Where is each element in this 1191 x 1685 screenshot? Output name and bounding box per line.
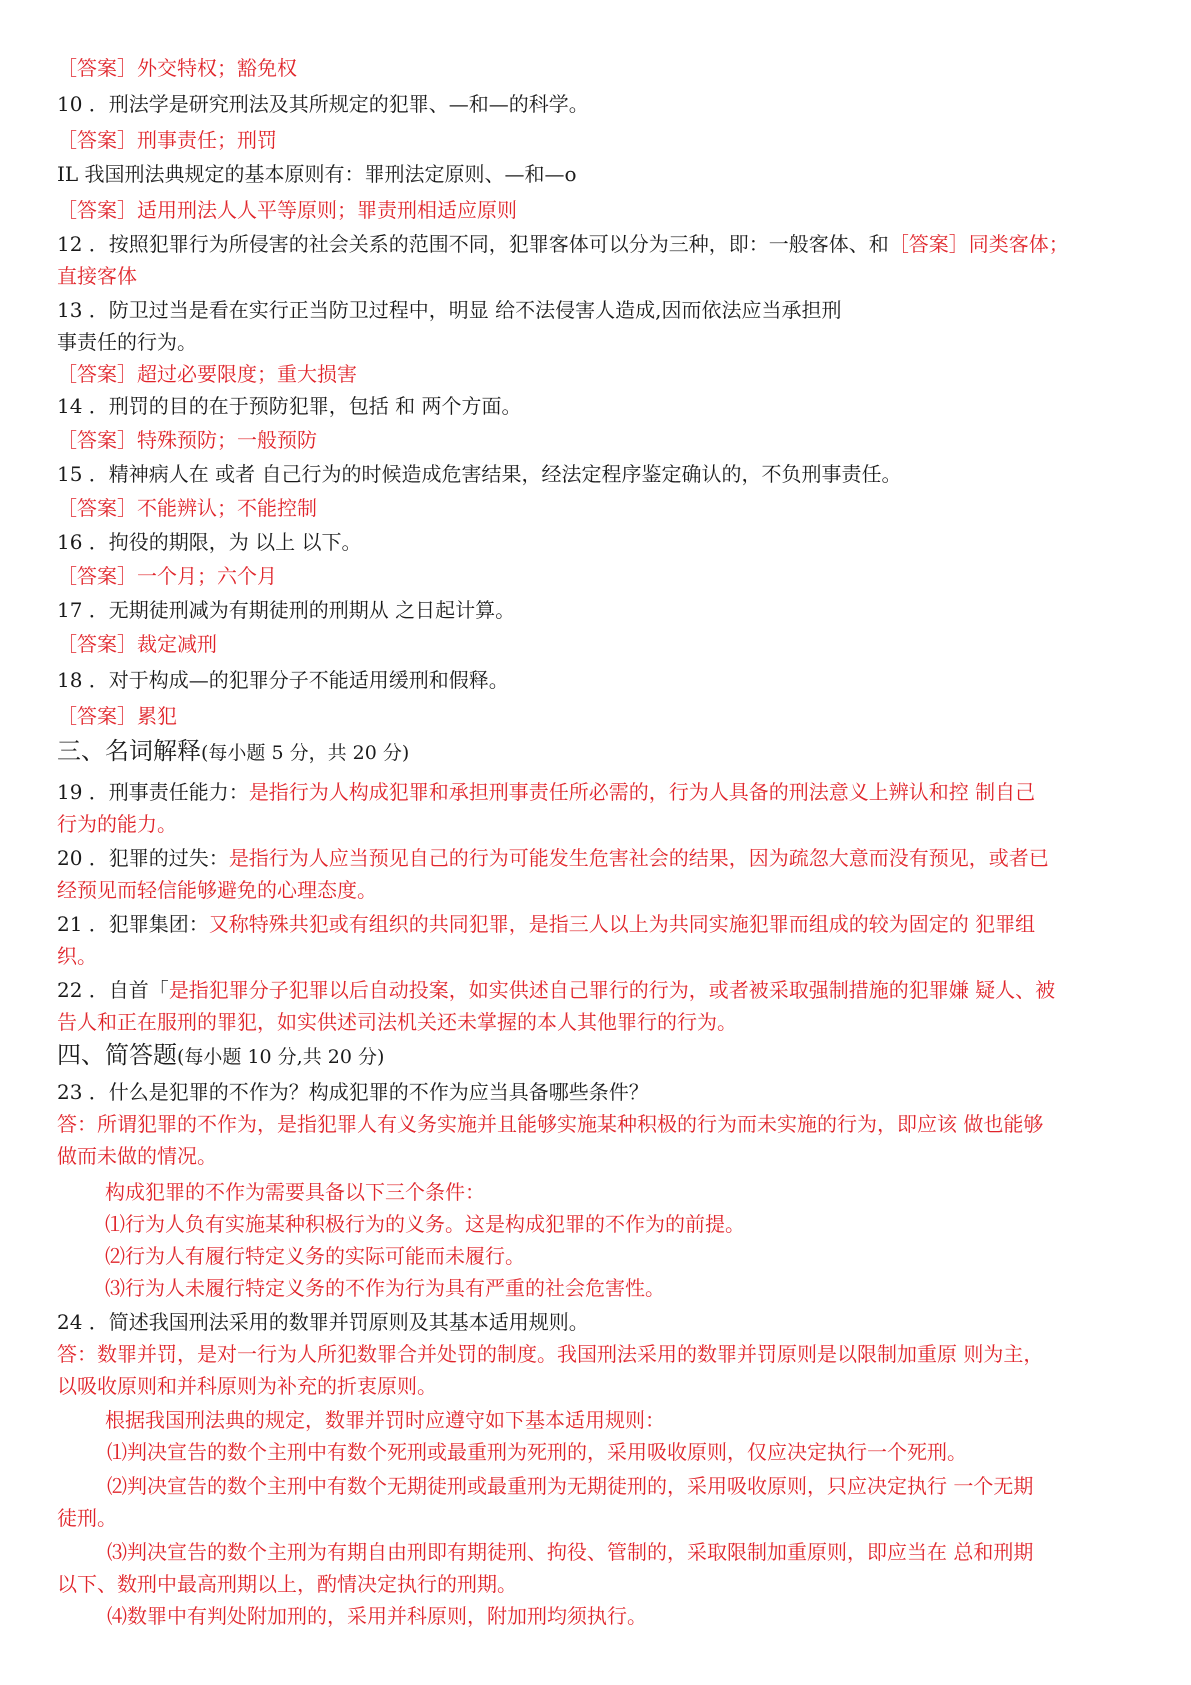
answer-23-line1: 答：所谓犯罪的不作为，是指犯罪人有义务实施并且能够实施某种积极的行为而未实施的行为，即应该 做也能够	[57, 1112, 1044, 1136]
term-22-line2: 告人和正在服刑的罪犯，如实供述司法机关还未掌握的本人其他罪行的行为。	[57, 1010, 737, 1034]
question-14: 14 ．刑罚的目的在于预防犯罪，包括 和 两个方面。	[57, 394, 522, 418]
term-22-label: 22 ．自首「	[57, 978, 169, 1002]
term-20	[57, 842, 1147, 874]
answer-24-rule-2-line1: ⑵判决宣告的数个主刑中有数个无期徒刑或最重刑为无期徒刑的，采用吸收原则，只应决定执行 一个无期	[107, 1474, 1034, 1498]
answer-12-part2: 直接客体	[57, 264, 137, 288]
answer-24-rule-3-line2: 以下、数刑中最高刑期以上，酌情决定执行的刑期。	[57, 1572, 517, 1596]
term-19	[57, 776, 1147, 808]
answer-24-line2: 以吸收原则和并科原则为补充的折衷原则。	[57, 1374, 437, 1398]
section-4-heading	[57, 1038, 1147, 1074]
answer-18: ［答案］累犯	[57, 704, 177, 728]
term-20-line1: 是指行为人应当预见自己的行为可能发生危害社会的结果，因为疏忽大意而没有预见，或者已	[228, 846, 1049, 870]
answer-14: ［答案］特殊预防；一般预防	[57, 428, 317, 452]
answer-10: ［答案］刑事责任；刑罚	[57, 128, 277, 152]
question-17: 17 ．无期徒刑减为有期徒刑的刑期从 之日起计算。	[57, 598, 516, 622]
answer-11: ［答案］适用刑法人人平等原则；罪责刑相适应原则	[57, 198, 517, 222]
answer-17: ［答案］裁定减刑	[57, 632, 217, 656]
answer-24-rule-2-line2: 徒刑。	[57, 1506, 117, 1530]
question-18: 18 ．对于构成—的犯罪分子不能适用缓刑和假释。	[57, 668, 509, 692]
answer-23-line2: 做而未做的情况。	[57, 1144, 217, 1168]
answer-24-rule-4: ⑷数罪中有判处附加刑的，采用并科原则，附加刑均须执行。	[107, 1604, 647, 1628]
answer-23-condition-3: ⑶行为人未履行特定义务的不作为行为具有严重的社会危害性。	[105, 1276, 665, 1300]
answer-23-condition-1: ⑴行为人负有实施某种积极行为的义务。这是构成犯罪的不作为的前提。	[105, 1212, 745, 1236]
section-4-note: (每小题 10 分,共 20 分)	[177, 1046, 385, 1068]
answer-15: ［答案］不能辨认；不能控制	[57, 496, 317, 520]
section-3-heading	[57, 734, 1147, 770]
term-22	[57, 974, 1147, 1006]
answer-23-condition-2: ⑵行为人有履行特定义务的实际可能而未履行。	[105, 1244, 525, 1268]
answer-24-intro: 根据我国刑法典的规定，数罪并罚时应遵守如下基本适用规则：	[105, 1408, 665, 1432]
question-15: 15 ．精神病人在 或者 自己行为的时候造成危害结果，经法定程序鉴定确认的，不负刑事责任。	[57, 462, 902, 486]
exam-page	[57, 52, 1147, 1632]
question-23: 23 ．什么是犯罪的不作为？构成犯罪的不作为应当具备哪些条件？	[57, 1080, 649, 1104]
term-21-label: 21 ．犯罪集团：	[57, 912, 209, 936]
answer-24-line1: 答：数罪并罚，是对一行为人所犯数罪合并处罚的制度。我国刑法采用的数罪并罚原则是以限制加重原 则为主，	[57, 1342, 1044, 1366]
question-16: 16 ．拘役的期限，为 以上 以下。	[57, 530, 362, 554]
answer-13: ［答案］超过必要限度；重大损害	[57, 362, 357, 386]
question-13-line1: 13 ．防卫过当是看在实行正当防卫过程中，明显 给不法侵害人造成,因而依法应当承担刑	[57, 298, 842, 322]
question-12	[57, 228, 1147, 260]
term-21-line2: 织。	[57, 944, 97, 968]
question-10: 10 ．刑法学是研究刑法及其所规定的犯罪、—和—的科学。	[57, 92, 589, 116]
answer-9: ［答案］外交特权；豁免权	[57, 56, 297, 80]
answer-23-intro: 构成犯罪的不作为需要具备以下三个条件：	[105, 1180, 485, 1204]
section-3-title: 三、名词解释	[57, 737, 201, 765]
section-3-note: (每小题 5 分，共 20 分)	[201, 742, 410, 764]
question-24: 24 ．简述我国刑法采用的数罪并罚原则及其基本适用规则。	[57, 1310, 589, 1334]
section-4-title: 四、简答题	[57, 1041, 177, 1069]
term-19-line1: 是指行为人构成犯罪和承担刑事责任所必需的，行为人具备的刑法意义上辨认和控 制自己	[248, 780, 1036, 804]
term-20-line2: 经预见而轻信能够避免的心理态度。	[57, 878, 377, 902]
answer-16: ［答案］一个月；六个月	[57, 564, 277, 588]
answer-12-part1: ［答案］同类客体；	[888, 232, 1069, 256]
term-20-label: 20 ．犯罪的过失：	[57, 846, 229, 870]
term-22-line1: 是指犯罪分子犯罪以后自动投案，如实供述自己罪行的行为，或者被采取强制措施的犯罪嫌 疑人、被	[168, 978, 1056, 1002]
answer-24-rule-3-line1: ⑶判决宣告的数个主刑为有期自由刑即有期徒刑、拘役、管制的，采取限制加重原则，即应当在 总和刑期	[107, 1540, 1034, 1564]
term-21-line1: 又称特殊共犯或有组织的共同犯罪，是指三人以上为共同实施犯罪而组成的较为固定的 犯罪组	[208, 912, 1036, 936]
term-21	[57, 908, 1147, 940]
term-19-line2: 行为的能力。	[57, 812, 177, 836]
answer-24-rule-1: ⑴判决宣告的数个主刑中有数个死刑或最重刑为死刑的，采用吸收原则，仅应决定执行一个死刑。	[107, 1440, 967, 1464]
question-13-line2: 事责任的行为。	[57, 330, 197, 354]
question-12-text: 12 ．按照犯罪行为所侵害的社会关系的范围不同，犯罪客体可以分为三种，即：一般客体、和	[57, 232, 889, 256]
question-11: IL 我国刑法典规定的基本原则有：罪刑法定原则、—和—o	[57, 162, 577, 186]
term-19-label: 19 ．刑事责任能力：	[57, 780, 249, 804]
